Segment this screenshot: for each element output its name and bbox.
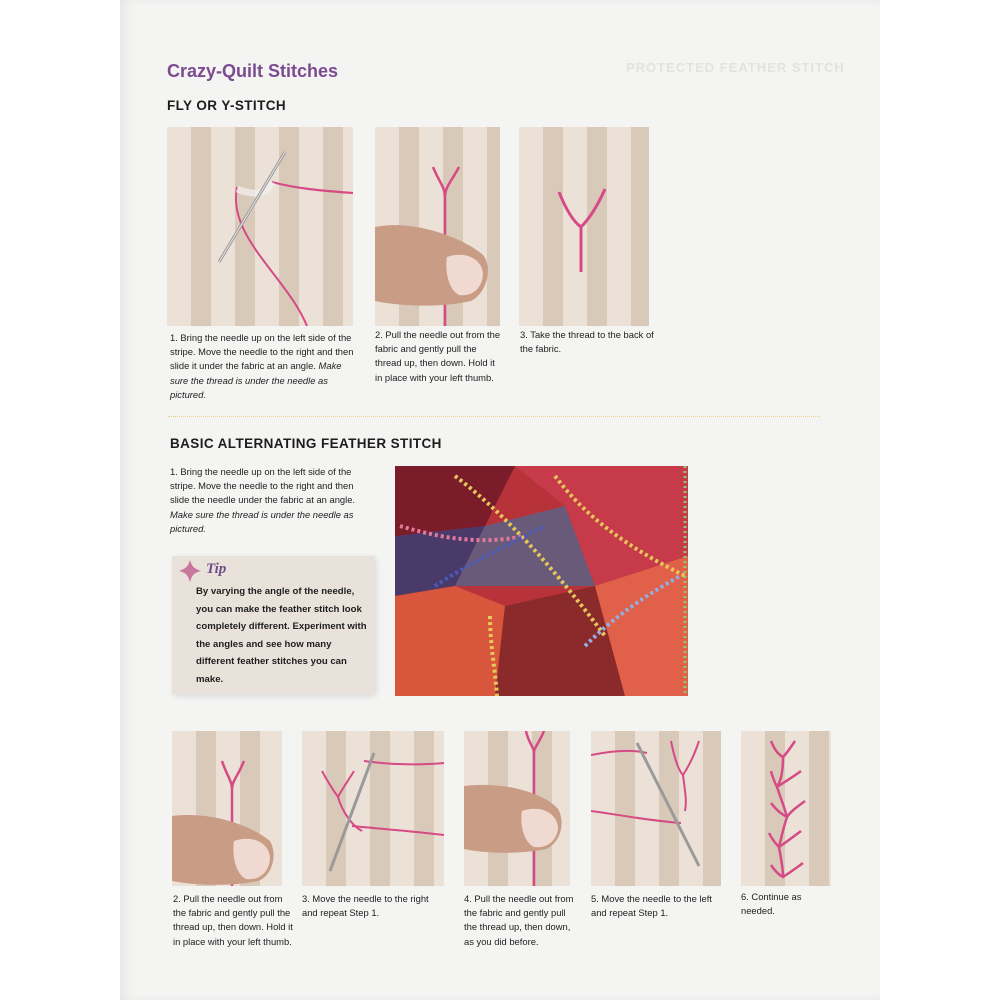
photo-feather-step-3 — [302, 731, 444, 886]
thumb-thread-illustration — [172, 731, 282, 886]
y-stitch-illustration — [519, 127, 649, 326]
caption-text: 1. Bring the needle up on the left side of the stripe. Move the needle to the right and then slide it under the fabric at an angle. — [170, 332, 354, 372]
caption-feather-step-2: 2. Pull the needle out from the fabric and gently pull the thread up, then down. Hold it in place with your left thumb. — [173, 893, 293, 947]
tip-title: Tip — [206, 561, 227, 577]
page-title: Crazy-Quilt Stitches — [167, 61, 339, 81]
thumb-thread-illustration — [464, 731, 570, 886]
caption-feather-step-1 — [170, 465, 370, 536]
caption-note: Make sure the thread is under the needle as pictured. — [170, 360, 342, 400]
tip-body: By varying the angle of the needle, you can make the feather stitch look completely different. Experiment with the angles and see how many different feather stitches you can make. — [196, 586, 367, 685]
needle-thread-illustration — [591, 731, 721, 886]
photo-feather-step-6 — [741, 731, 831, 886]
section-divider — [168, 416, 820, 417]
photo-feather-step-2 — [172, 731, 282, 886]
feather-stitch-illustration — [741, 731, 831, 886]
caption-feather-step-4: 4. Pull the needle out from the fabric and gently pull the thread up, then down, as you did before. — [464, 893, 574, 947]
photo-fly-step-1 — [167, 127, 353, 326]
caption-feather-step-5: 5. Move the needle to the left and repeat Step 1. — [591, 893, 712, 919]
photo-feather-step-5 — [591, 731, 721, 886]
section-heading-feather-stitch: BASIC ALTERNATING FEATHER STITCH — [170, 436, 442, 451]
needle-thread-illustration — [167, 127, 353, 326]
thumb-thread-illustration — [375, 127, 500, 326]
needle-thread-illustration — [302, 731, 444, 886]
photo-feather-step-4 — [464, 731, 570, 886]
caption-fly-step-2: 2. Pull the needle out from the fabric and gently pull the thread up, then down. Hold it in place with your left thumb. — [375, 329, 501, 383]
photo-crazy-quilt — [395, 466, 688, 696]
caption-feather-step-6: 6. Continue as needed. — [741, 891, 802, 917]
caption-fly-step-1 — [170, 331, 355, 402]
photo-fly-step-3 — [519, 127, 649, 326]
tip-flower-icon — [177, 558, 203, 584]
quilt-illustration — [395, 466, 688, 696]
bleed-through-text: PROTECTED FEATHER STITCH — [626, 60, 845, 75]
caption-feather-step-3: 3. Move the needle to the right and repeat Step 1. — [302, 893, 429, 919]
caption-text: 1. Bring the needle up on the left side of the stripe. Move the needle to the right and then slide the needle under the fabric at an angle. — [170, 466, 356, 506]
caption-fly-step-3: 3. Take the thread to the back of the fabric. — [520, 329, 654, 355]
photo-fly-step-2 — [375, 127, 500, 326]
section-heading-fly-stitch: FLY OR Y-STITCH — [167, 98, 287, 113]
caption-note: Make sure the thread is under the needle as pictured. — [170, 508, 354, 534]
